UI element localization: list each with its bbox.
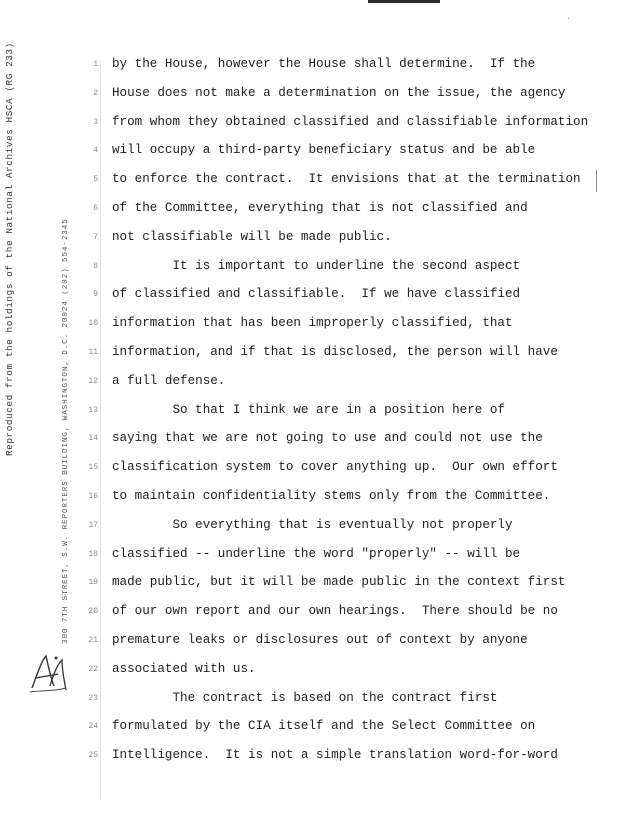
handwritten-initials	[26, 650, 70, 696]
transcript-line: It is important to underline the second aspect	[112, 258, 521, 273]
transcript-line: The contract is based on the contract first	[112, 690, 498, 705]
line-number: 10	[88, 319, 98, 329]
line-number: 12	[88, 376, 98, 386]
line-number: 11	[88, 348, 98, 357]
transcript-line: classification system to cover anything up. Our own effort	[112, 460, 558, 475]
line-number: 15	[88, 463, 98, 473]
line-number: 13	[88, 405, 98, 415]
line-number: 16	[88, 492, 98, 501]
transcript-line: information, and if that is disclosed, the person will have	[112, 345, 558, 359]
transcript-line: Intelligence. It is not a simple translation word-for-word	[112, 748, 558, 763]
line-number: 4	[93, 146, 98, 156]
line-number: 3	[93, 117, 98, 127]
line-number: 9	[93, 290, 98, 300]
line-number: 19	[88, 578, 98, 588]
transcript-line: to enforce the contract. It envisions that at the termination	[112, 172, 581, 187]
transcript-line: made public, but it will be made public in the context first	[112, 575, 566, 590]
line-number: 2	[93, 88, 98, 98]
line-number: 24	[88, 722, 98, 732]
transcript-line: of classified and classifiable. If we have classified	[112, 287, 521, 302]
line-number: 20	[88, 607, 98, 617]
line-number: 6	[93, 204, 98, 213]
transcript-line: of the Committee, everything that is not classified and	[112, 201, 528, 215]
transcript-line: by the House, however the House shall determine. If the	[112, 57, 536, 71]
transcript-line: formulated by the CIA itself and the Select Committee on	[112, 719, 536, 734]
transcript-line: information that has been improperly classified, that	[112, 316, 513, 331]
transcript-line: So everything that is eventually not properly	[112, 517, 513, 532]
transcript-line: of our own report and our own hearings. There should be no	[112, 604, 558, 619]
transcript-line: associated with us.	[112, 661, 256, 676]
line-number: 5	[93, 175, 98, 185]
top-edge-mark	[368, 0, 440, 3]
line-number: 17	[88, 520, 98, 530]
line-number: 1	[93, 60, 98, 69]
line-number: 14	[88, 434, 98, 444]
transcript-line: saying that we are not going to use and could not use the	[112, 431, 543, 446]
transcript-line: classified -- underline the word "properly" -- will be	[112, 546, 521, 561]
transcript-line: House does not make a determination on the issue, the agency	[112, 85, 566, 100]
left-margin-rule	[100, 60, 101, 800]
line-number: 7	[93, 232, 98, 242]
line-number: 21	[88, 636, 98, 645]
transcript-line: not classifiable will be made public.	[112, 229, 392, 244]
transcript-line: from whom they obtained classified and classifiable information	[112, 114, 589, 129]
transcript-line: to maintain confidentiality stems only from the Committee.	[112, 489, 551, 503]
transcript-line: So that I think we are in a position here of	[112, 402, 505, 417]
corner-mark: ·	[566, 14, 572, 24]
transcript-line: will occupy a third-party beneficiary status and be able	[112, 143, 536, 158]
reporter-address-margin: 300 7TH STREET, S.W. REPORTERS BUILDING, WASHINGTON, D.C. 20024 (202) 554-2345	[62, 218, 70, 644]
transcript-line: a full defense.	[112, 373, 226, 388]
line-number: 8	[93, 261, 98, 271]
archive-reproduction-note: Reproduced from the holdings of the National Archives HSCA (RG 233)	[4, 42, 15, 456]
line-number: 25	[88, 751, 98, 761]
line-number: 22	[88, 664, 98, 674]
line-number: 23	[88, 693, 98, 703]
right-margin-tick	[596, 170, 597, 192]
line-number: 18	[88, 549, 98, 559]
transcript-line: premature leaks or disclosures out of context by anyone	[112, 633, 528, 647]
